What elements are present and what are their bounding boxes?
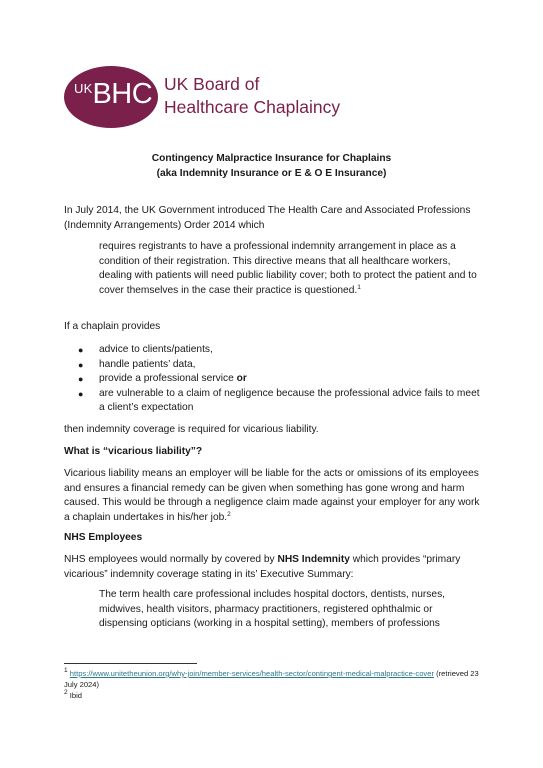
list-item <box>64 372 484 387</box>
logo-oval <box>64 66 158 128</box>
title-line2: (aka Indemnity Insurance or E & O E Insurance) <box>156 167 387 179</box>
list-item-text: advice to clients/patients, <box>99 344 213 355</box>
list-item <box>64 343 484 358</box>
list-item-bold-or: or <box>236 373 247 385</box>
document-title <box>0 152 543 181</box>
logo-mark <box>74 78 152 111</box>
heading-vicarious-liability: What is “vicarious liability”? <box>64 446 203 457</box>
footnote-2 <box>64 691 484 702</box>
vicarious-paragraph-text: Vicarious liability means an employer will be liable for the acts or omissions of its employees and ensures a financial remedy can be given when something has gone wrong and harm caused. This would be through a negligence claim made against your employer for any work a chaplain undertakes in his/her job. <box>64 468 480 523</box>
nhs-paragraph <box>64 553 484 582</box>
then-line: then indemnity coverage is required for vicarious liability. <box>64 424 319 435</box>
nhs-paragraph-text-b: which provides “primary vicarious” indemnity coverage stating in its’ Executive Summary: <box>64 554 461 580</box>
list-item-text: provide a professional service <box>99 373 237 385</box>
heading-nhs-employees: NHS Employees <box>64 532 143 543</box>
footnote-1-retrieved: (retrieved 23 July 2024) <box>64 669 479 689</box>
bullet-icon: ● <box>78 388 84 399</box>
quote-registration-text: requires registrants to have a professional indemnity arrangement in place as a condition of their registration. This directive means that all healthcare workers, dealing with patients will need public liability cover; both to protect the patient and to cover themselves in the case their practice is questioned. <box>99 241 477 296</box>
footnote-ref-1[interactable]: 1 <box>357 283 361 291</box>
bullet-icon: ● <box>78 345 84 355</box>
list-item <box>64 358 484 373</box>
ukbhc-logo <box>64 66 354 128</box>
intro-paragraph: In July 2014, the UK Government introduced The Health Care and Associated Professions (Indemnity Arrangements) Order 2014 which <box>64 205 471 231</box>
logo-mark-bhc: BHC <box>92 78 153 110</box>
logo-mark-uk: UK <box>74 81 93 96</box>
quote-registration <box>99 240 479 298</box>
logo-wordmark <box>164 73 340 119</box>
quote-health-care-professional: The term health care professional includes hospital doctors, dentists, nurses, midwives, health visitors, pharmacy practitioners, registered ophthalmic or dispensing opticians (working in a hospital setting), members of professions <box>99 589 445 630</box>
footnote-ref-2[interactable]: 2 <box>227 510 231 518</box>
logo-name-line1: UK Board of <box>164 74 260 94</box>
conditions-list <box>64 343 484 416</box>
footnote-2-text: Ibid <box>67 691 82 700</box>
list-item-text: are vulnerable to a claim of negligence because the professional advice fails to meet a client’s expectation <box>99 387 480 414</box>
nhs-indemnity-bold: NHS Indemnity <box>277 554 350 565</box>
nhs-paragraph-text-a: NHS employees would normally by covered by <box>64 554 278 565</box>
title-line1: Contingency Malpractice Insurance for Chaplains <box>151 153 392 164</box>
footnote-1 <box>64 669 484 690</box>
footnote-1-link[interactable]: https://www.unitetheunion.org/why-join/member-services/health-sector/contingent-medical-malpractice-cover <box>69 669 434 678</box>
list-item-text: handle patients’ data, <box>99 358 196 370</box>
vicarious-paragraph <box>64 467 484 525</box>
list-item <box>64 387 484 416</box>
footnote-1-number: 1 <box>64 667 68 674</box>
if-chaplain-line: If a chaplain provides <box>64 321 161 332</box>
footnote-2-number: 2 <box>64 689 68 696</box>
bullet-icon: ● <box>78 374 84 385</box>
logo-name-line2: Healthcare Chaplaincy <box>164 97 341 117</box>
bullet-icon: ● <box>78 359 84 370</box>
footnote-divider <box>64 663 197 664</box>
